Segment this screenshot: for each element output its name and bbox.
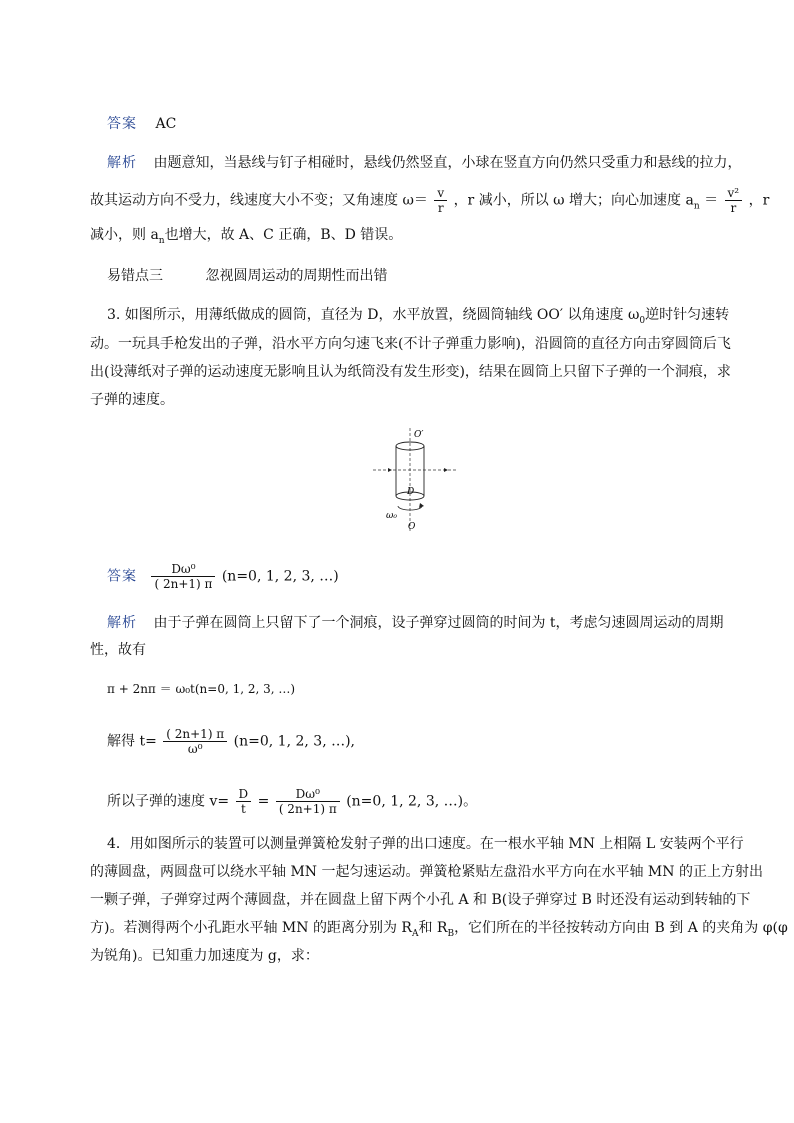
frac-den: r — [437, 201, 444, 215]
problem-text: ，它们所在的半径按转动方向由 B 到 A 的夹角为 φ(φ — [454, 920, 788, 936]
analysis-text: 由题意知，当悬线与钉子相碰时，悬线仍然竖直，小球在竖直方向仍然只受重力和悬线的拉力， — [153, 155, 742, 171]
problem-4-line-1 — [107, 834, 744, 854]
equation-text: 所以子弹的速度 v= — [107, 793, 230, 810]
frac-num: Dω⁰ — [151, 562, 215, 577]
o-label: O — [408, 522, 416, 532]
answer-1 — [107, 114, 176, 134]
omega-label: ω₀ — [386, 511, 397, 521]
subscript: n — [693, 201, 700, 212]
problem-text: 为锐角)。已知重力加速度为 g，求： — [90, 948, 319, 964]
answer-fraction — [151, 562, 215, 591]
analysis-text: 故其运动方向不受力，线速度大小不变；又角速度 ω＝ — [90, 192, 428, 209]
problem-3-line-2 — [90, 334, 731, 354]
fraction-d-over-t — [236, 787, 252, 816]
fraction-v — [276, 787, 340, 816]
problem-text: 3. 如图所示，用薄纸做成的圆筒，直径为 D，水平放置，绕圆筒轴线 OO′ 以角速度 ω — [107, 307, 640, 323]
problem-4-line-2 — [90, 862, 763, 882]
fraction-t — [163, 727, 227, 756]
frac-den: ω⁰ — [187, 742, 203, 756]
fraction-v-over-r — [434, 186, 447, 215]
analysis-1-line-3 — [90, 225, 402, 251]
analysis-text: 由于子弹在圆筒上只留下了一个洞痕，设子弹穿过圆筒的时间为 t，考虑匀速圆周运动的周期 — [153, 615, 724, 631]
problem-3-line-1 — [107, 305, 729, 331]
subscript: n — [158, 235, 165, 246]
cylinder-figure — [368, 428, 460, 532]
subscript: 0 — [639, 315, 646, 326]
arrow-icon — [444, 468, 448, 472]
problem-text: 和 R — [418, 920, 448, 936]
answer-label: 答案 — [107, 116, 137, 132]
problem-text: 一颗子弹，子弹穿过两个薄圆盘，并在圆盘上留下两个小孔 A 和 B(设子弹穿过 B 时还没有运动到转轴的下 — [90, 892, 751, 908]
problem-text: 动。一玩具手枪发出的子弹，沿水平方向匀速飞来(不计子弹重力影响)，沿圆筒的直径方向击穿圆筒后飞 — [90, 336, 731, 352]
frac-den: r — [730, 201, 737, 215]
fraction-v2-over-r — [725, 186, 743, 215]
analysis-1-line-2 — [90, 186, 769, 216]
problem-text: 子弹的速度。 — [90, 392, 174, 408]
answer-range: (n=0, 1, 2, 3, …) — [221, 568, 339, 585]
analysis-1-line-1 — [107, 153, 741, 173]
section-label: 易错点三 — [107, 268, 163, 284]
equation-2 — [107, 727, 355, 756]
o-prime-label: O′ — [414, 430, 424, 440]
equation-3 — [107, 787, 477, 816]
subscript: B — [447, 928, 455, 939]
equation-1 — [107, 679, 295, 699]
equation-text: (n=0, 1, 2, 3, …), — [233, 733, 356, 750]
analysis-label: 解析 — [107, 155, 137, 171]
frac-num: v² — [725, 186, 743, 201]
frac-den: ( 2n+1) π — [154, 577, 213, 591]
equation-text: (n=0, 1, 2, 3, …)。 — [346, 793, 478, 810]
frac-num: D — [236, 787, 252, 802]
answer-label: 答案 — [107, 568, 137, 585]
section-heading — [107, 265, 387, 285]
problem-text: 出(设薄纸对子弹的运动速度无影响且认为纸筒没有发生形变)，结果在圆筒上只留下子弹的一个洞痕，求 — [90, 364, 731, 380]
answer-value: AC — [155, 116, 177, 132]
problem-text: 方)。若测得两个小孔距水平轴 MN 的距离分别为 R — [90, 920, 412, 936]
arrow-icon — [388, 468, 392, 472]
analysis-label: 解析 — [107, 615, 137, 631]
problem-text: 的薄圆盘，两圆盘可以绕水平轴 MN 一起匀速运动。弹簧枪紧贴左盘沿水平方向在水平轴 MN 的正上方射出 — [90, 864, 763, 880]
analysis-text: 也增大，故 A、C 正确，B、D 错误。 — [164, 227, 403, 243]
frac-num: Dω⁰ — [276, 787, 340, 802]
problem-text: 逆时针匀速转 — [645, 307, 730, 323]
analysis-text: ＝ — [704, 192, 719, 209]
problem-4-line-3 — [90, 890, 750, 910]
problem-text: 4．用如图所示的装置可以测量弹簧枪发射子弹的出口速度。在一根水平轴 MN 上相隔 L 安装两个平行 — [107, 836, 744, 852]
analysis-text: ，r 减小，所以 ω 增大；向心加速度 a — [453, 192, 694, 209]
analysis-text: ，r — [748, 192, 770, 209]
frac-den: ( 2n+1) π — [278, 802, 337, 816]
problem-4-line-5 — [90, 946, 319, 966]
analysis-text: 性，故有 — [90, 642, 146, 658]
frac-num: v — [434, 186, 447, 201]
analysis-3-line-2 — [90, 640, 146, 660]
section-title: 忽视圆周运动的周期性而出错 — [205, 268, 388, 284]
subscript: A — [411, 928, 419, 939]
frac-den: t — [240, 802, 246, 816]
equation-text: = — [257, 793, 270, 810]
equation-text: 解得 t= — [107, 733, 157, 750]
analysis-3-line-1 — [107, 613, 724, 633]
answer-3 — [107, 562, 339, 591]
equation-text: π + 2nπ ＝ ω₀t(n=0, 1, 2, 3, …) — [107, 682, 296, 696]
problem-3-line-3 — [90, 362, 731, 382]
analysis-text: 减小，则 a — [90, 227, 159, 243]
problem-4-line-4 — [90, 918, 788, 944]
d-label: D — [407, 487, 415, 497]
problem-3-line-4 — [90, 390, 174, 410]
frac-num: ( 2n+1) π — [163, 727, 227, 742]
